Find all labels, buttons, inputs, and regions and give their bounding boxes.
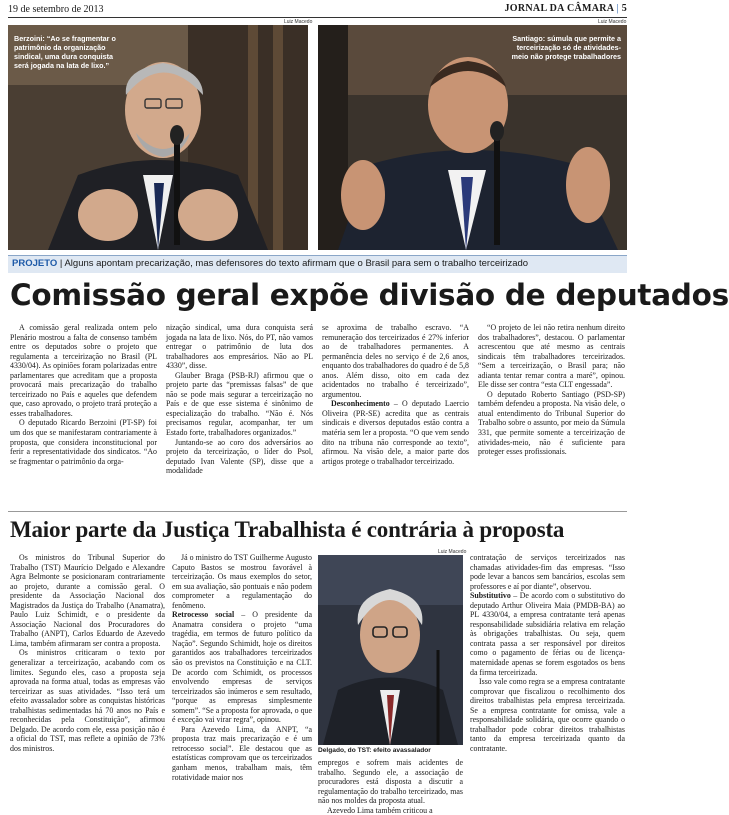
- publication-date: 19 de setembro de 2013: [8, 4, 104, 15]
- article2-column-1: [10, 553, 165, 753]
- kicker-separator: |: [59, 258, 63, 269]
- paragraph: Os ministros do Tribunal Superior do Trabalho (TST) Maurício Delgado e Alexandre Agra Belmonte se posicionaram contrariamente ao projeto, durante a comissão geral. O presidente da Associação Nacional dos Magistrados da Justiça do Trabalho (Anamatra), Paulo Luiz Schimidt, e o presidente da Associação Nacional dos Procuradores do Trabalho (ANPT), Carlos Eduardo de Azevedo Lima, também afirmaram ser contra a proposta.: [10, 553, 165, 648]
- photo-credit-bottom: Luiz Macedo: [438, 549, 467, 555]
- header-separator: |: [616, 3, 619, 14]
- article-kicker: [12, 258, 528, 269]
- caption-berzoini: [14, 34, 126, 70]
- article2-column-4: [470, 553, 625, 753]
- paragraph: Já o ministro do TST Guilherme Augusto Caputo Bastos se mostrou favorável à terceirização. Os maus exemplos do setor, em sua avaliação, são pontuais e não podem comprometer a regulamentação do fenômeno.: [172, 553, 312, 610]
- paragraph: empregos e sofrem mais acidentes de trabalho. Segundo ele, a associação de procuradores está disposta a discutir a regulamentação do trabalho terceirizado, mas não nos moldes da proposta atual.: [318, 758, 463, 806]
- subhead-desconhecimento: Desconhecimento: [331, 399, 390, 409]
- photo-credit-right: Luiz Macedo: [598, 19, 627, 25]
- paragraph: Para Azevedo Lima, da ANPT, “a proposta traz mais precarização e é um retrocesso social”. Ele destacou que as estatísticas comprovam que os terceirizados ganham menos, trabalham mais, têm rotatividade maior nos: [172, 724, 312, 782]
- subhead-text: – O presidente da Anamatra considera o projeto “uma tragédia, em termos de futuro político da Nação”. Segundo Schimidt, hoje os direitos garantidos aos trabalhadores terceirizados são os previstos na Constituição e na CLT. De acordo com Schimidt, os processos envolvendo empresas de serviços terceirizados são inúmeros e sem resultado, “porque as empresas simplesmente somem”. “Se a proposta for aprovada, o que é exceção vai virar regra”, opinou.: [172, 610, 312, 725]
- paragraph: contratação de serviços terceirizados nas chamadas atividades-fim das empresas. “Isso pode levar a bancos sem bancários, escolas sem professores e aí por diante”, observou.: [470, 553, 625, 591]
- photo-delgado: [318, 555, 463, 745]
- article1-column-4: [478, 323, 625, 457]
- subhead-substitutivo: Substitutivo: [470, 591, 511, 601]
- paragraph: nização sindical, uma dura conquista será jogada na lata de lixo. Nós, do PT, não vamos entregar o patrimônio de luta dos trabalhadores aos empresários. Não ao PL 4330”, disse.: [166, 323, 313, 371]
- paragraph: se aproxima de trabalho escravo. “A remuneração dos terceirizados é 27% inferior ao de trabalhadores permanentes. A permanência deles no serviço é de 2,6 anos, enquanto dos trabalhadores do quadro é de 5,8 anos. Além disso, oito em cada dez acidentados no trabalho é terceirizado”, argumentou.: [322, 323, 469, 399]
- photo-credit-left: Luiz Macedo: [284, 19, 313, 25]
- kicker-text: Alguns apontam precarização, mas defensores do texto afirmam que o Brasil para sem o trabalho terceirizado: [62, 258, 529, 269]
- article2-column-2: [172, 553, 312, 782]
- caption-berzoini-name: Berzoini:: [14, 34, 45, 43]
- header-rule: [8, 17, 627, 18]
- paragraph: O deputado Roberto Santiago (PSD-SP) também defendeu a proposta. Na visão dele, o atual entendimento do Tribunal Superior do Trabalho sobre o assunto, por meio da Súmula 331, que permite somente a terceirização de atividades-meio, não é suficiente para proteger esses profissionais.: [478, 389, 625, 457]
- subhead-retrocesso: Retrocesso social: [172, 610, 235, 620]
- paragraph: Juntando-se ao coro dos adversários ao projeto da terceirização, o líder do Psol, deputado Ivan Valente (SP), disse que a modalidade: [166, 437, 313, 476]
- caption-santiago: [506, 34, 621, 61]
- page-number: 5: [621, 3, 627, 14]
- article1-column-3: [322, 323, 469, 466]
- caption-delgado: Delgado, do TST: efeito avassalador: [318, 747, 431, 754]
- article1-column-1: [10, 323, 157, 466]
- kicker-label: PROJETO: [12, 258, 58, 269]
- paragraph: [322, 399, 469, 466]
- paragraph: Os ministros criticaram o texto por generalizar a terceirização, acabando com os limites. Segundo eles, caso a proposta seja aprovada na forma atual, todas as empresas vão terceirizar as suas atividades. “Isso terá um efeito avassalador sobre as conquistas históricas trabalhistas sedimentadas há 70 anos no País e reconhecidas pela Constituição”, afirmou Delgado. De acordo com ele, essa posição não é a oficial do TST, mas reflete a opinião de 73% dos ministros.: [10, 648, 165, 753]
- subhead-text: – O deputado Laercio Oliveira (PR-SE) acredita que as centrais sindicais e diversos deputados estão contra a matéria sem ler a proposta. “O que vem sendo dito na tribuna não corresponde ao texto”, afirmou. Na visão dele, a maior parte dos artigos protege o trabalhador terceirizado.: [322, 399, 469, 466]
- paragraph: Glauber Braga (PSB-RJ) afirmou que o projeto parte das “premissas falsas” de que não se pode mais segurar a terceirização no País e de que esse sistema é sinônimo de especialização do trabalho. “Não é. Nós precisamos regular, acompanhar, ter um Estado forte, trabalhadores organizados.”: [166, 370, 313, 438]
- paragraph: “O projeto de lei não retira nenhum direito dos trabalhadores”, destacou. O parlamentar acrescentou que até mesmo as centrais sindicais têm trabalhadores terceirizados. “Sem a terceirização, o Brasil para; não adianta tentar remar contra a maré”, opinou. Ele disse ser contra “esta CLT engessada”.: [478, 323, 625, 390]
- paragraph: O deputado Ricardo Berzoini (PT-SP) foi um dos que se manifestaram contrariamente à proposta, que considera inconstitucional por ferir a representatividade dos sindicatos. “Ao se fragmentar o patrimônio da orga-: [10, 418, 157, 466]
- subhead-text: – De acordo com o substitutivo do deputado Arthur Oliveira Maia (PMDB-BA) ao PL 4330/04, a empresa contratante terá apenas responsabilidade subsidiária relativa em relação às obrigações trabalhistas. Ou seja, quem contrata passa a ser responsável por direitos como o pagamento de férias ou de licença-maternidade apenas se forem esgotados os bens da firma terceirizada.: [470, 591, 625, 677]
- section-divider: [8, 511, 627, 512]
- article2-column-3: [318, 758, 463, 815]
- newspaper-name: [505, 3, 628, 14]
- paper-title: JORNAL DA CÂMARA: [504, 3, 614, 14]
- paragraph: A comissão geral realizada ontem pelo Plenário mostrou a falta de consenso também entre os deputados sobre o projeto que regulamenta a terceirização no Brasil (PL 4330/04). As opiniões foram polarizadas entre parlamentares que acreditam que a proposta provocará mais precarização do trabalho terceirizado no País e aqueles que defendem que, caso aprovado, o projeto trará proteção a esses trabalhadores.: [10, 323, 157, 418]
- delgado-photo-image: [318, 555, 463, 745]
- caption-santiago-name: Santiago:: [512, 34, 546, 43]
- article1-column-2: [166, 323, 313, 476]
- paragraph: [172, 610, 312, 725]
- secondary-headline: Maior parte da Justiça Trabalhista é contrária à proposta: [10, 517, 565, 542]
- caption-santiago-text: súmula que permite a terceirização só de atividades-meio não protege trabalhadores: [511, 34, 621, 61]
- main-headline: Comissão geral expõe divisão de deputados: [10, 278, 729, 312]
- paragraph: Azevedo Lima também criticou a: [327, 805, 433, 815]
- paragraph: [470, 591, 625, 677]
- caption-berzoini-text: “Ao se fragmentar o patrimônio da organização sindical, uma dura conquista será jogada na lata de lixo.”: [14, 34, 116, 70]
- paragraph: Isso vale como regra se a empresa contratante comprovar que fiscalizou o recolhimento dos direitos trabalhistas pela empresa terceirizada. Se a empresa contratante for omissa, vale a responsabilidade solidária, que ocorre quando o trabalhador pode cobrar direitos trabalhistas tanto da empresa terceirizada quanto da contratante.: [470, 677, 625, 753]
